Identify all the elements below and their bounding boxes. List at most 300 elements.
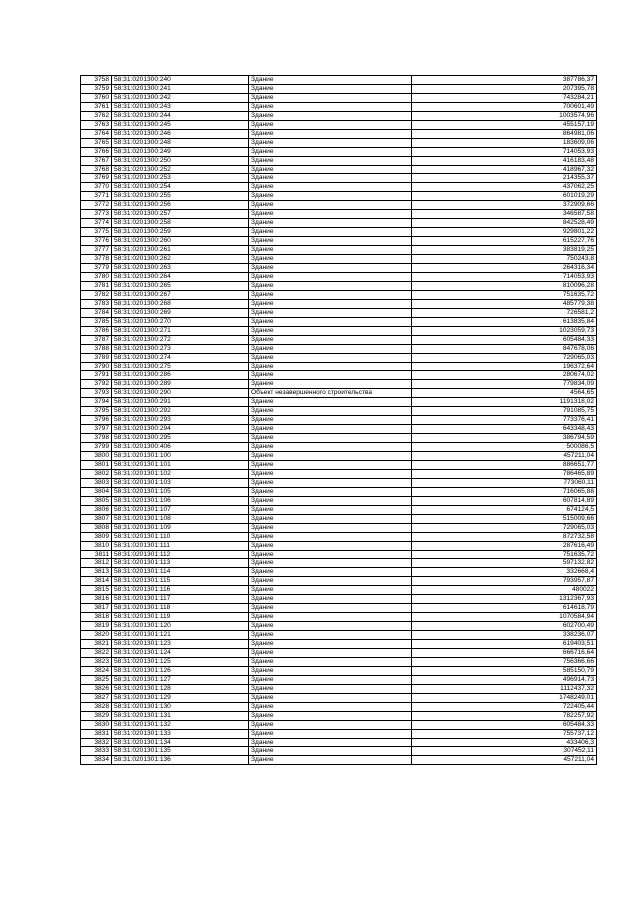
table-row	[81, 201, 597, 210]
cadastral-number: 58:31:0201300:241	[112, 84, 249, 93]
object-type: Здание	[249, 353, 412, 362]
object-type: Здание	[249, 657, 412, 666]
row-number: 3808	[81, 523, 112, 532]
cadastral-number: 58:31:0201300:289	[112, 380, 249, 389]
table-row	[81, 452, 597, 461]
table-row	[81, 183, 597, 192]
object-type: Здание	[249, 201, 412, 210]
cadastral-value: 1023059,73	[412, 326, 597, 335]
row-number: 3809	[81, 532, 112, 541]
cadastral-value: 615227,76	[412, 237, 597, 246]
cadastral-number: 58:31:0201301:136	[112, 756, 249, 765]
table-row	[81, 711, 597, 720]
row-number: 3801	[81, 460, 112, 469]
cadastral-number: 58:31:0201300:275	[112, 362, 249, 371]
cadastral-value: 750243,8	[412, 255, 597, 264]
cadastral-value: 455157,19	[412, 120, 597, 129]
object-type: Здание	[249, 93, 412, 102]
cadastral-value: 1070584,94	[412, 613, 597, 622]
object-type: Здание	[249, 84, 412, 93]
row-number: 3797	[81, 425, 112, 434]
cadastral-value: 183609,06	[412, 138, 597, 147]
cadastral-number: 58:31:0201300:258	[112, 219, 249, 228]
cadastral-value: 338236,07	[412, 631, 597, 640]
cadastral-number: 58:31:0201301:126	[112, 666, 249, 675]
row-number: 3815	[81, 586, 112, 595]
table-row	[81, 550, 597, 559]
cadastral-value: 791085,75	[412, 407, 597, 416]
object-type: Здание	[249, 76, 412, 85]
table-row	[81, 523, 597, 532]
cadastral-number: 58:31:0201300:244	[112, 111, 249, 120]
cadastral-number: 58:31:0201301:132	[112, 720, 249, 729]
table-row	[81, 111, 597, 120]
row-number: 3823	[81, 657, 112, 666]
cadastral-number: 58:31:0201301:101	[112, 460, 249, 469]
row-number: 3774	[81, 219, 112, 228]
object-type: Здание	[249, 237, 412, 246]
object-type: Здание	[249, 407, 412, 416]
cadastral-number: 58:31:0201300:260	[112, 237, 249, 246]
object-type: Здание	[249, 649, 412, 658]
cadastral-number: 58:31:0201300:261	[112, 246, 249, 255]
row-number: 3812	[81, 559, 112, 568]
row-number: 3761	[81, 102, 112, 111]
cadastral-number: 58:31:0201301:119	[112, 613, 249, 622]
table-row	[81, 308, 597, 317]
cadastral-value: 605484,33	[412, 335, 597, 344]
row-number: 3831	[81, 729, 112, 738]
table-row	[81, 326, 597, 335]
row-number: 3805	[81, 496, 112, 505]
cadastral-number: 58:31:0201300:267	[112, 290, 249, 299]
table-row	[81, 460, 597, 469]
cadastral-value: 597132,82	[412, 559, 597, 568]
row-number: 3776	[81, 237, 112, 246]
cadastral-value: 196372,64	[412, 362, 597, 371]
table-row	[81, 102, 597, 111]
cadastral-value: 864981,06	[412, 129, 597, 138]
cadastral-value: 346587,58	[412, 210, 597, 219]
table-row	[81, 729, 597, 738]
object-type: Здание	[249, 308, 412, 317]
row-number: 3770	[81, 183, 112, 192]
row-number: 3786	[81, 326, 112, 335]
cadastral-value: 756366,66	[412, 657, 597, 666]
row-number: 3794	[81, 398, 112, 407]
row-number: 3781	[81, 281, 112, 290]
object-type: Здание	[249, 416, 412, 425]
table-row	[81, 255, 597, 264]
cadastral-value: 496914,73	[412, 675, 597, 684]
object-type: Здание	[249, 129, 412, 138]
table-row	[81, 398, 597, 407]
object-type: Здание	[249, 693, 412, 702]
row-number: 3804	[81, 487, 112, 496]
table-row	[81, 353, 597, 362]
cadastral-value: 500086,5	[412, 443, 597, 452]
cadastral-value: 726581,2	[412, 308, 597, 317]
row-number: 3783	[81, 299, 112, 308]
cadastral-value: 457211,04	[412, 756, 597, 765]
row-number: 3820	[81, 631, 112, 640]
cadastral-value: 307452,11	[412, 747, 597, 756]
table-row	[81, 84, 597, 93]
cadastral-number: 58:31:0201300:273	[112, 344, 249, 353]
row-number: 3796	[81, 416, 112, 425]
row-number: 3777	[81, 246, 112, 255]
table-body	[81, 76, 597, 765]
row-number: 3830	[81, 720, 112, 729]
table-row	[81, 586, 597, 595]
table-row	[81, 281, 597, 290]
object-type: Здание	[249, 156, 412, 165]
row-number: 3825	[81, 675, 112, 684]
cadastral-value: 372909,66	[412, 201, 597, 210]
cadastral-number: 58:31:0201300:240	[112, 76, 249, 85]
cadastral-value: 1112437,32	[412, 684, 597, 693]
row-number: 3795	[81, 407, 112, 416]
row-number: 3769	[81, 174, 112, 183]
cadastral-number: 58:31:0201301:108	[112, 514, 249, 523]
table-row	[81, 317, 597, 326]
cadastral-value: 287616,49	[412, 541, 597, 550]
row-number: 3787	[81, 335, 112, 344]
cadastral-value: 1312367,93	[412, 595, 597, 604]
table-row	[81, 425, 597, 434]
row-number: 3759	[81, 84, 112, 93]
cadastral-value: 332668,4	[412, 568, 597, 577]
cadastral-number: 58:31:0201301:131	[112, 711, 249, 720]
table-row	[81, 371, 597, 380]
table-row	[81, 532, 597, 541]
table-row	[81, 76, 597, 85]
cadastral-value: 416183,48	[412, 156, 597, 165]
object-type: Здание	[249, 228, 412, 237]
row-number: 3775	[81, 228, 112, 237]
cadastral-number: 58:31:0201300:246	[112, 129, 249, 138]
table-row	[81, 344, 597, 353]
cadastral-value: 485779,38	[412, 299, 597, 308]
object-type: Здание	[249, 487, 412, 496]
object-type: Здание	[249, 711, 412, 720]
row-number: 3771	[81, 192, 112, 201]
row-number: 3813	[81, 568, 112, 577]
cadastral-number: 58:31:0201301:118	[112, 604, 249, 613]
cadastral-number: 58:31:0201300:249	[112, 147, 249, 156]
row-number: 3779	[81, 264, 112, 273]
cadastral-value: 613835,84	[412, 317, 597, 326]
table-row	[81, 622, 597, 631]
table-row	[81, 631, 597, 640]
cadastral-value: 643348,43	[412, 425, 597, 434]
object-type: Здание	[249, 281, 412, 290]
row-number: 3832	[81, 738, 112, 747]
table-row	[81, 505, 597, 514]
cadastral-number: 58:31:0201301:120	[112, 622, 249, 631]
cadastral-value: 619403,51	[412, 640, 597, 649]
cadastral-number: 58:31:0201300:406	[112, 443, 249, 452]
cadastral-value: 700601,49	[412, 102, 597, 111]
row-number: 3824	[81, 666, 112, 675]
object-type: Здание	[249, 720, 412, 729]
cadastral-number: 58:31:0201301:102	[112, 469, 249, 478]
cadastral-number: 58:31:0201301:112	[112, 550, 249, 559]
table-row	[81, 684, 597, 693]
cadastral-value-table	[80, 75, 597, 765]
cadastral-number: 58:31:0201300:265	[112, 281, 249, 290]
cadastral-value: 214355,37	[412, 174, 597, 183]
row-number: 3821	[81, 640, 112, 649]
object-type: Здание	[249, 344, 412, 353]
table-row	[81, 747, 597, 756]
cadastral-value: 207395,78	[412, 84, 597, 93]
cadastral-number: 58:31:0201300:263	[112, 264, 249, 273]
cadastral-number: 58:31:0201300:255	[112, 192, 249, 201]
table-row	[81, 264, 597, 273]
cadastral-number: 58:31:0201301:133	[112, 729, 249, 738]
row-number: 3822	[81, 649, 112, 658]
cadastral-value: 847678,06	[412, 344, 597, 353]
cadastral-value: 782257,92	[412, 711, 597, 720]
row-number: 3799	[81, 443, 112, 452]
row-number: 3765	[81, 138, 112, 147]
cadastral-value: 387786,37	[412, 76, 597, 85]
cadastral-number: 58:31:0201301:127	[112, 675, 249, 684]
cadastral-number: 58:31:0201300:291	[112, 398, 249, 407]
object-type: Здание	[249, 541, 412, 550]
row-number: 3778	[81, 255, 112, 264]
cadastral-value: 515009,66	[412, 514, 597, 523]
cadastral-value: 872732,58	[412, 532, 597, 541]
table-row	[81, 649, 597, 658]
cadastral-number: 58:31:0201301:128	[112, 684, 249, 693]
cadastral-number: 58:31:0201300:248	[112, 138, 249, 147]
row-number: 3817	[81, 604, 112, 613]
cadastral-number: 58:31:0201300:268	[112, 299, 249, 308]
object-type: Здание	[249, 102, 412, 111]
table-row	[81, 93, 597, 102]
row-number: 3828	[81, 702, 112, 711]
cadastral-number: 58:31:0201300:257	[112, 210, 249, 219]
table-row	[81, 272, 597, 281]
object-type: Здание	[249, 362, 412, 371]
row-number: 3816	[81, 595, 112, 604]
row-number: 3803	[81, 478, 112, 487]
cadastral-value: 716065,88	[412, 487, 597, 496]
object-type: Здание	[249, 425, 412, 434]
object-type: Здание	[249, 255, 412, 264]
cadastral-number: 58:31:0201300:252	[112, 165, 249, 174]
row-number: 3800	[81, 452, 112, 461]
table-row	[81, 290, 597, 299]
table-row	[81, 657, 597, 666]
cadastral-number: 58:31:0201300:295	[112, 434, 249, 443]
cadastral-value: 810096,28	[412, 281, 597, 290]
cadastral-number: 58:31:0201301:110	[112, 532, 249, 541]
cadastral-value: 4564,65	[412, 389, 597, 398]
object-type: Здание	[249, 371, 412, 380]
object-type: Здание	[249, 666, 412, 675]
row-number: 3810	[81, 541, 112, 550]
row-number: 3785	[81, 317, 112, 326]
table-row	[81, 675, 597, 684]
object-type: Здание	[249, 622, 412, 631]
object-type: Здание	[249, 631, 412, 640]
table-row	[81, 577, 597, 586]
object-type: Здание	[249, 210, 412, 219]
table-row	[81, 469, 597, 478]
row-number: 3807	[81, 514, 112, 523]
table-row	[81, 720, 597, 729]
cadastral-number: 58:31:0201300:253	[112, 174, 249, 183]
cadastral-value: 773060,11	[412, 478, 597, 487]
cadastral-value: 755737,12	[412, 729, 597, 738]
cadastral-value: 433406,3	[412, 738, 597, 747]
cadastral-number: 58:31:0201301:109	[112, 523, 249, 532]
table-row	[81, 487, 597, 496]
cadastral-number: 58:31:0201301:115	[112, 577, 249, 586]
object-type: Здание	[249, 120, 412, 129]
object-type: Здание	[249, 264, 412, 273]
row-number: 3789	[81, 353, 112, 362]
row-number: 3767	[81, 156, 112, 165]
table-row	[81, 138, 597, 147]
cadastral-number: 58:31:0201301:113	[112, 559, 249, 568]
object-type: Здание	[249, 729, 412, 738]
row-number: 3782	[81, 290, 112, 299]
cadastral-number: 58:31:0201300:259	[112, 228, 249, 237]
object-type: Здание	[249, 559, 412, 568]
table-row	[81, 595, 597, 604]
table-row	[81, 604, 597, 613]
row-number: 3766	[81, 147, 112, 156]
row-number: 3819	[81, 622, 112, 631]
row-number: 3811	[81, 550, 112, 559]
object-type: Здание	[249, 290, 412, 299]
cadastral-value: 842528,49	[412, 219, 597, 228]
cadastral-number: 58:31:0201300:256	[112, 201, 249, 210]
object-type: Здание	[249, 604, 412, 613]
cadastral-number: 58:31:0201300:292	[112, 407, 249, 416]
cadastral-value: 1748249,01	[412, 693, 597, 702]
table-row	[81, 120, 597, 129]
cadastral-value: 729065,03	[412, 353, 597, 362]
row-number: 3791	[81, 371, 112, 380]
cadastral-value: 786465,89	[412, 469, 597, 478]
cadastral-number: 58:31:0201300:269	[112, 308, 249, 317]
object-type: Здание	[249, 452, 412, 461]
object-type: Здание	[249, 335, 412, 344]
row-number: 3818	[81, 613, 112, 622]
cadastral-value: 666716,64	[412, 649, 597, 658]
object-type: Здание	[249, 443, 412, 452]
object-type: Здание	[249, 496, 412, 505]
object-type: Здание	[249, 246, 412, 255]
object-type: Здание	[249, 326, 412, 335]
object-type: Объект незавершенного строительства	[249, 389, 412, 398]
table-row	[81, 362, 597, 371]
cadastral-number: 58:31:0201300:270	[112, 317, 249, 326]
cadastral-number: 58:31:0201301:105	[112, 487, 249, 496]
object-type: Здание	[249, 747, 412, 756]
row-number: 3760	[81, 93, 112, 102]
object-type: Здание	[249, 398, 412, 407]
table-row	[81, 237, 597, 246]
cadastral-number: 58:31:0201301:100	[112, 452, 249, 461]
row-number: 3764	[81, 129, 112, 138]
object-type: Здание	[249, 219, 412, 228]
cadastral-value: 729065,03	[412, 523, 597, 532]
table-row	[81, 192, 597, 201]
cadastral-value: 264316,34	[412, 264, 597, 273]
cadastral-value: 386794,59	[412, 434, 597, 443]
cadastral-number: 58:31:0201301:124	[112, 649, 249, 658]
table-row	[81, 613, 597, 622]
table-row	[81, 219, 597, 228]
table-row	[81, 756, 597, 765]
cadastral-value: 886651,77	[412, 460, 597, 469]
cadastral-value: 751635,72	[412, 550, 597, 559]
cadastral-number: 58:31:0201300:271	[112, 326, 249, 335]
object-type: Здание	[249, 380, 412, 389]
row-number: 3772	[81, 201, 112, 210]
cadastral-number: 58:31:0201300:245	[112, 120, 249, 129]
table-row	[81, 407, 597, 416]
table-row	[81, 210, 597, 219]
row-number: 3798	[81, 434, 112, 443]
cadastral-number: 58:31:0201301:125	[112, 657, 249, 666]
cadastral-value: 585150,79	[412, 666, 597, 675]
cadastral-value: 743284,21	[412, 93, 597, 102]
cadastral-value: 607814,89	[412, 496, 597, 505]
cadastral-number: 58:31:0201301:107	[112, 505, 249, 514]
cadastral-number: 58:31:0201300:262	[112, 255, 249, 264]
cadastral-value: 714053,93	[412, 147, 597, 156]
cadastral-number: 58:31:0201301:121	[112, 631, 249, 640]
row-number: 3773	[81, 210, 112, 219]
object-type: Здание	[249, 192, 412, 201]
object-type: Здание	[249, 478, 412, 487]
object-type: Здание	[249, 613, 412, 622]
table-row	[81, 640, 597, 649]
object-type: Здание	[249, 675, 412, 684]
row-number: 3829	[81, 711, 112, 720]
object-type: Здание	[249, 702, 412, 711]
row-number: 3788	[81, 344, 112, 353]
row-number: 3780	[81, 272, 112, 281]
cadastral-value: 480022	[412, 586, 597, 595]
cadastral-value: 793957,87	[412, 577, 597, 586]
table-row	[81, 666, 597, 675]
row-number: 3833	[81, 747, 112, 756]
cadastral-number: 58:31:0201301:111	[112, 541, 249, 550]
cadastral-value: 280674,02	[412, 371, 597, 380]
cadastral-value: 601019,29	[412, 192, 597, 201]
table-row	[81, 147, 597, 156]
table-row	[81, 416, 597, 425]
cadastral-value: 1191318,02	[412, 398, 597, 407]
row-number: 3784	[81, 308, 112, 317]
table-row	[81, 702, 597, 711]
row-number: 3827	[81, 693, 112, 702]
object-type: Здание	[249, 550, 412, 559]
cadastral-number: 58:31:0201300:272	[112, 335, 249, 344]
cadastral-number: 58:31:0201301:116	[112, 586, 249, 595]
cadastral-value: 437062,25	[412, 183, 597, 192]
cadastral-number: 58:31:0201300:294	[112, 425, 249, 434]
object-type: Здание	[249, 299, 412, 308]
